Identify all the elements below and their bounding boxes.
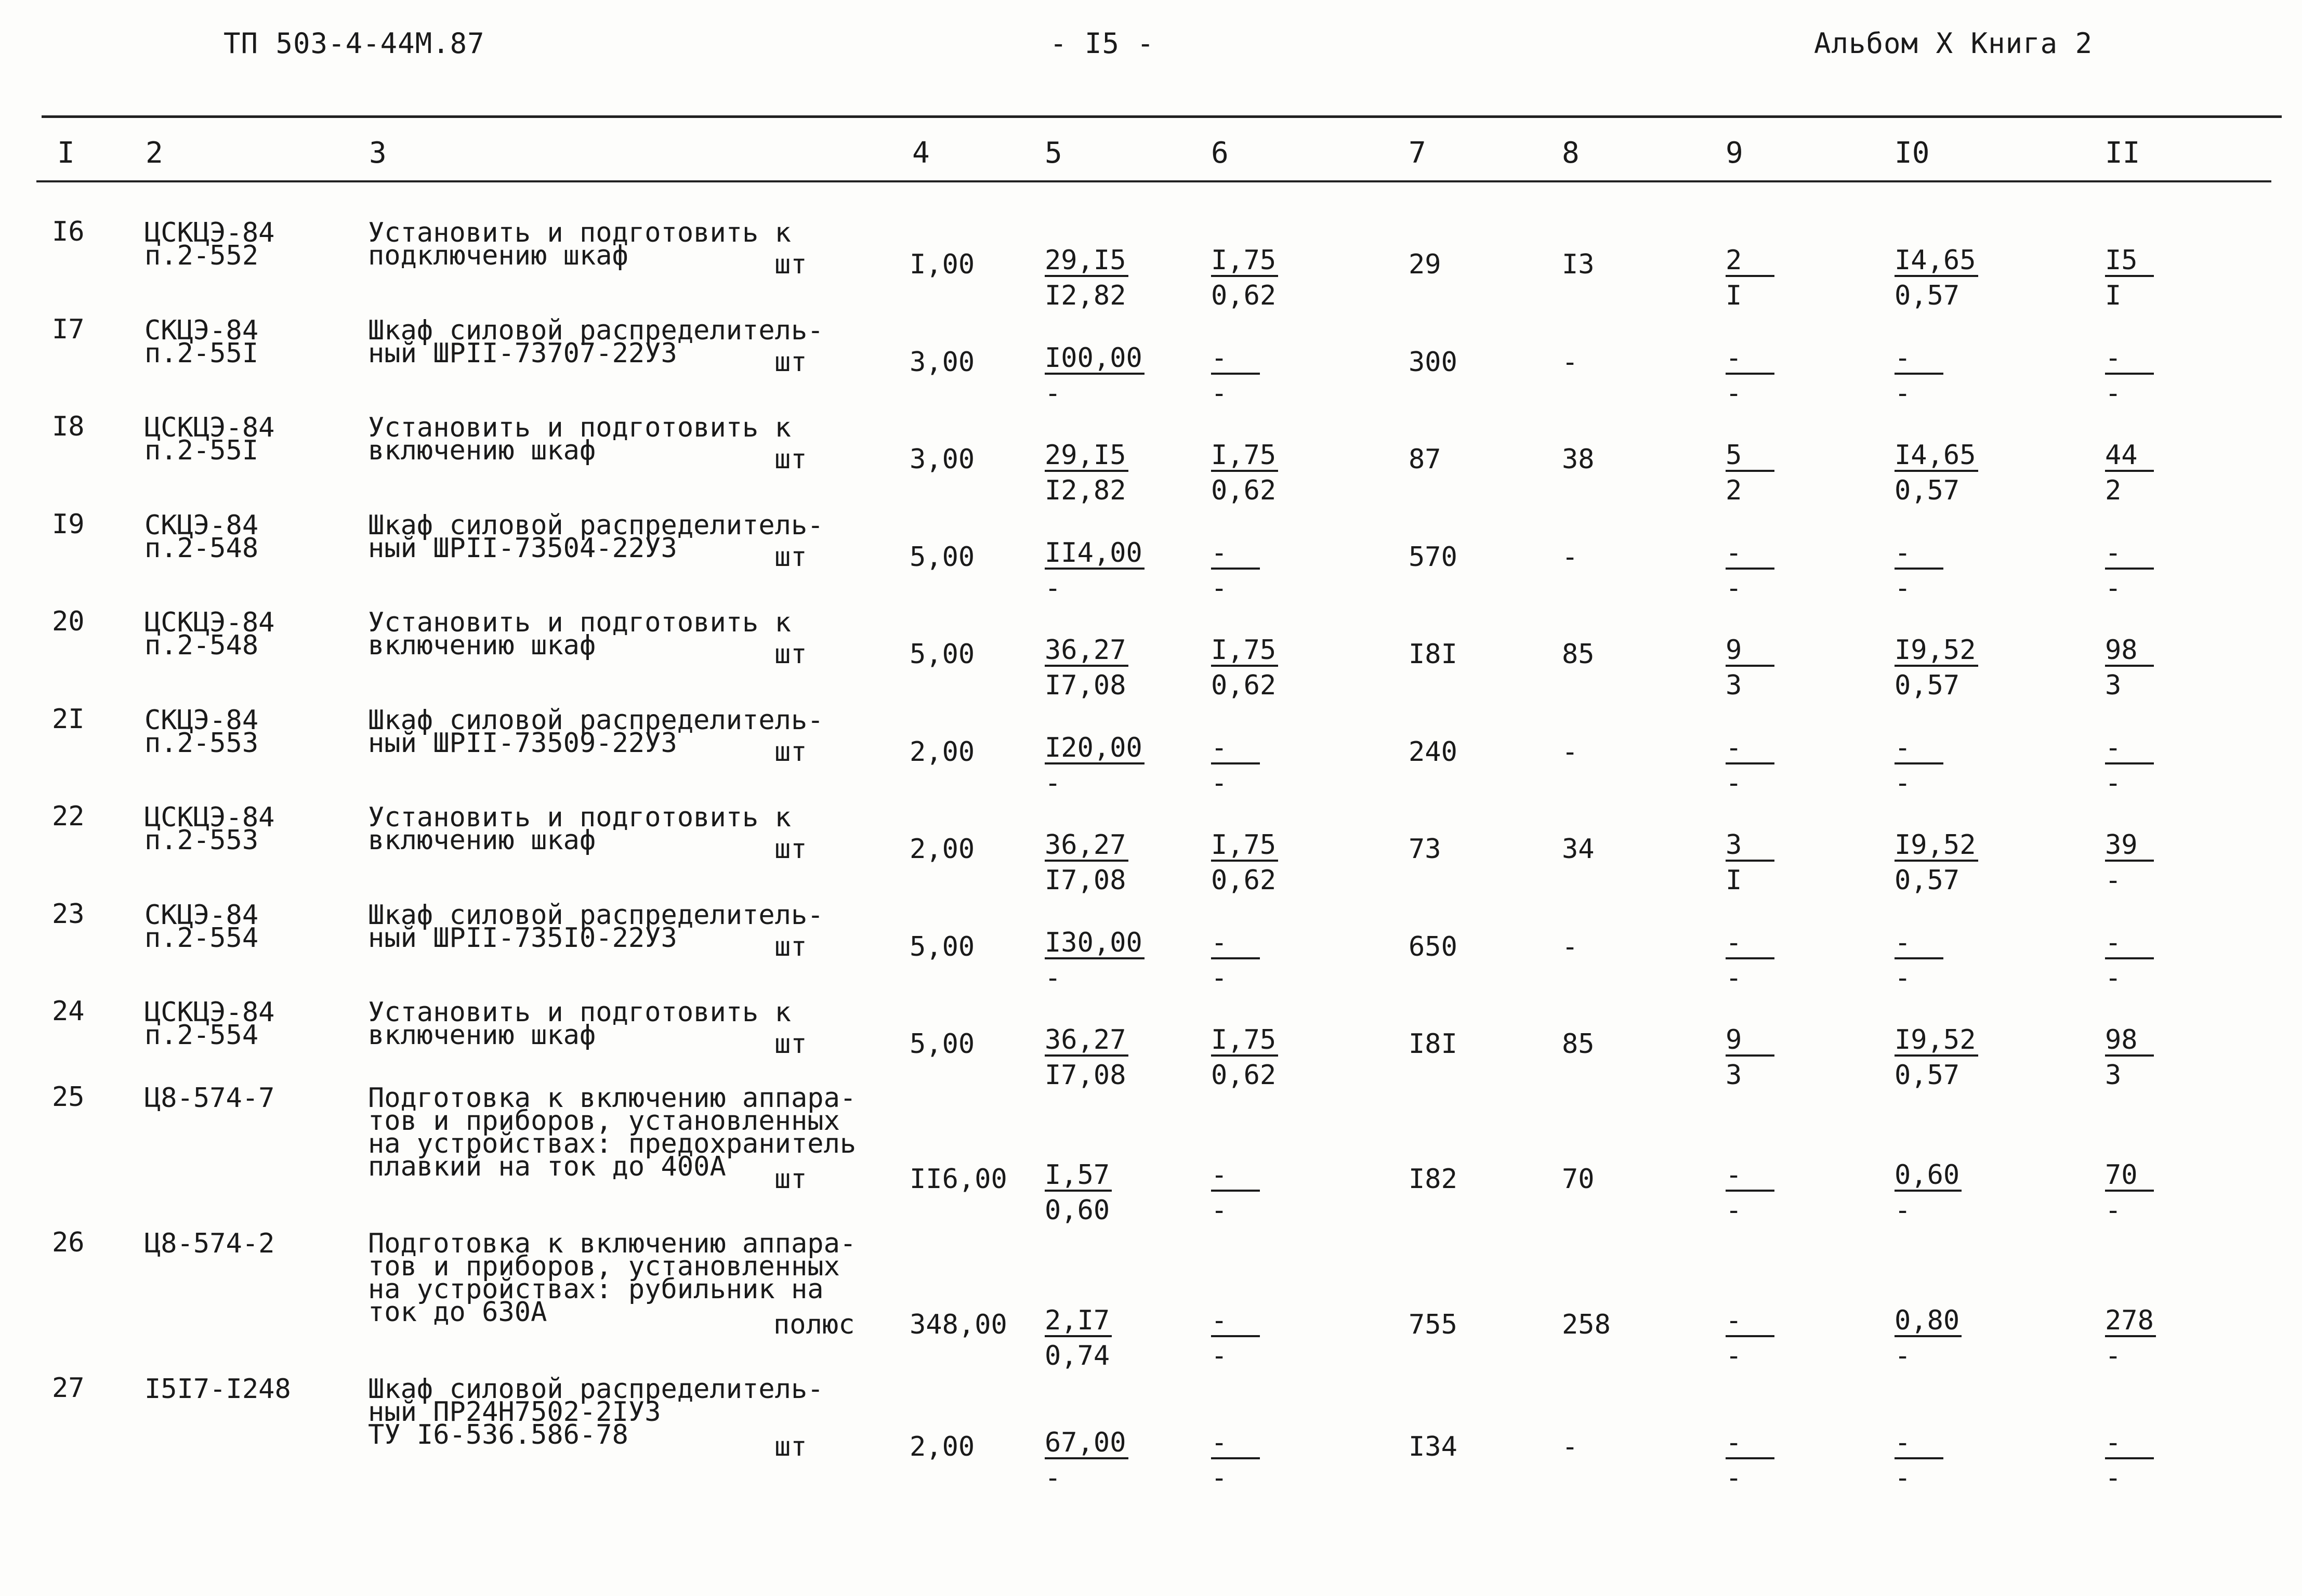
unit-cost xyxy=(1045,1159,1112,1226)
unit-wage-denominator: 0,62 xyxy=(1211,1060,1277,1091)
column-header-2: 2 xyxy=(146,136,163,170)
machine-cost-denominator: 2 xyxy=(1726,475,1742,506)
labor-total-denominator: - xyxy=(2105,573,2122,604)
machine-cost xyxy=(1726,1026,1774,1089)
unit-wage-numerator: - xyxy=(1211,1162,1260,1192)
total-cost: 570 xyxy=(1409,542,1457,573)
item-code: Ц8-574-2 xyxy=(144,1228,275,1259)
item-description: Шкаф силовой распределитель- ный ШРII-73707-22УЗ xyxy=(368,315,824,369)
labor-unit xyxy=(1895,1159,1962,1226)
total-wage: - xyxy=(1562,542,1578,573)
unit-cost-numerator: II4,00 xyxy=(1045,539,1145,570)
labor-total-numerator: 98 xyxy=(2105,1026,2154,1057)
unit-wage-numerator: - xyxy=(1211,1307,1260,1337)
machine-cost-denominator: 3 xyxy=(1726,670,1742,701)
row-number: 20 xyxy=(52,606,85,637)
total-wage: 34 xyxy=(1562,834,1595,865)
row-number: 22 xyxy=(52,801,85,832)
unit-cost-numerator: I00,00 xyxy=(1045,345,1145,375)
total-wage: 258 xyxy=(1562,1309,1611,1340)
total-wage: 85 xyxy=(1562,639,1595,670)
labor-unit-numerator: - xyxy=(1895,1429,1943,1459)
labor-unit xyxy=(1895,734,1943,797)
row-number: I8 xyxy=(52,411,85,442)
quantity: 5,00 xyxy=(910,931,975,962)
labor-total xyxy=(2105,1307,2156,1369)
unit-wage-numerator: - xyxy=(1211,1429,1260,1459)
total-wage: 38 xyxy=(1562,444,1595,475)
labor-unit-denominator: - xyxy=(1895,1462,1911,1494)
labor-total-numerator: 70 xyxy=(2105,1162,2154,1192)
unit-wage-denominator: 0,62 xyxy=(1211,670,1277,701)
machine-cost-numerator: - xyxy=(1726,539,1774,570)
labor-total xyxy=(2105,734,2154,797)
machine-cost xyxy=(1726,1429,1774,1492)
column-header-8: 8 xyxy=(1562,136,1580,170)
labor-unit-denominator: 0,57 xyxy=(1895,280,1960,311)
item-code: СКЦЭ-84 п.2-55I xyxy=(144,315,259,369)
labor-total-denominator: - xyxy=(2105,865,2122,896)
unit-cost-denominator: 0,60 xyxy=(1045,1195,1110,1226)
album-label: Альбом X Книга 2 xyxy=(1814,27,2093,60)
unit: шт xyxy=(774,347,807,378)
labor-unit-numerator: I9,52 xyxy=(1895,1026,1978,1057)
machine-cost xyxy=(1726,442,1774,504)
total-cost: 87 xyxy=(1409,444,1441,475)
unit-cost-denominator: I7,08 xyxy=(1045,865,1126,896)
unit-wage-numerator: - xyxy=(1211,539,1260,570)
quantity: 3,00 xyxy=(910,444,975,475)
unit-cost-denominator: I2,82 xyxy=(1045,475,1126,506)
doc-code: ТП 503-4-44М.87 xyxy=(223,27,485,60)
labor-unit xyxy=(1895,1026,1978,1089)
item-description: Установить и подготовить к включению шкаф xyxy=(368,802,791,856)
unit-wage-numerator: I,75 xyxy=(1211,832,1278,862)
total-cost: 29 xyxy=(1409,249,1441,280)
unit-cost xyxy=(1045,829,1128,896)
unit: шт xyxy=(774,542,807,573)
labor-unit-denominator: - xyxy=(1895,962,1911,994)
unit-cost xyxy=(1045,1307,1112,1369)
machine-cost-numerator: - xyxy=(1726,1307,1774,1337)
column-header-1: I xyxy=(57,136,75,170)
labor-unit-denominator: - xyxy=(1895,1195,1911,1226)
item-code: ЦСКЦЭ-84 п.2-55I xyxy=(144,412,275,466)
total-cost: 240 xyxy=(1409,736,1457,768)
row-number: I6 xyxy=(52,216,85,247)
unit-wage xyxy=(1211,1159,1260,1226)
unit-cost-denominator: - xyxy=(1045,573,1061,604)
total-wage: - xyxy=(1562,347,1578,378)
unit-wage-numerator: - xyxy=(1211,345,1260,375)
total-cost: I8I xyxy=(1409,1028,1457,1060)
unit-wage-numerator: I,75 xyxy=(1211,442,1278,472)
unit-cost xyxy=(1045,734,1145,797)
unit-wage-numerator: - xyxy=(1211,734,1260,764)
unit-cost xyxy=(1045,929,1145,992)
labor-total-numerator: - xyxy=(2105,734,2154,764)
machine-cost xyxy=(1726,1307,1774,1369)
unit-wage-denominator: - xyxy=(1211,1195,1228,1226)
unit-cost xyxy=(1045,342,1145,409)
labor-unit xyxy=(1895,829,1978,896)
labor-total-numerator: 39 xyxy=(2105,832,2154,862)
item-description: Установить и подготовить к включению шкаф xyxy=(368,997,791,1051)
unit-wage xyxy=(1211,1026,1278,1089)
labor-unit-numerator: - xyxy=(1895,929,1943,959)
unit-cost-denominator: - xyxy=(1045,378,1061,409)
row-number: 26 xyxy=(52,1227,85,1258)
labor-total-numerator: I5 xyxy=(2105,247,2154,277)
total-wage: I3 xyxy=(1562,249,1595,280)
total-wage: 85 xyxy=(1562,1028,1595,1060)
unit-wage xyxy=(1211,1307,1260,1369)
machine-cost-denominator: - xyxy=(1726,768,1742,799)
labor-unit xyxy=(1895,247,1978,309)
quantity: 5,00 xyxy=(910,1028,975,1060)
unit-wage-numerator: I,75 xyxy=(1211,1026,1278,1057)
unit: шт xyxy=(774,1028,807,1060)
machine-cost xyxy=(1726,1159,1774,1226)
unit-cost-numerator: 36,27 xyxy=(1045,637,1128,667)
labor-unit xyxy=(1895,1429,1943,1492)
labor-unit-numerator: 0,80 xyxy=(1895,1307,1962,1337)
unit: шт xyxy=(774,444,807,475)
labor-total-denominator: - xyxy=(2105,378,2122,409)
unit-wage xyxy=(1211,734,1260,797)
labor-total-denominator: I xyxy=(2105,280,2122,311)
unit: шт xyxy=(774,736,807,768)
unit-wage-denominator: 0,62 xyxy=(1211,475,1277,506)
unit-wage-denominator: 0,62 xyxy=(1211,280,1277,311)
row-number: 27 xyxy=(52,1373,85,1404)
total-cost: 73 xyxy=(1409,834,1441,865)
labor-total-denominator: - xyxy=(2105,1462,2122,1494)
machine-cost-denominator: - xyxy=(1726,378,1742,409)
unit-cost xyxy=(1045,637,1128,699)
labor-total xyxy=(2105,539,2154,602)
item-description: Шкаф силовой распределитель- ный ШРII-735I0-22УЗ xyxy=(368,900,824,954)
labor-total-denominator: - xyxy=(2105,1195,2122,1226)
labor-total-numerator: - xyxy=(2105,1429,2154,1459)
unit-cost-denominator: 0,74 xyxy=(1045,1340,1110,1371)
machine-cost-numerator: 9 xyxy=(1726,1026,1774,1057)
labor-total-numerator: 278 xyxy=(2105,1307,2156,1337)
unit-wage xyxy=(1211,637,1278,699)
quantity: 2,00 xyxy=(910,1431,975,1462)
labor-total xyxy=(2105,247,2154,309)
machine-cost-denominator: - xyxy=(1726,962,1742,994)
machine-cost xyxy=(1726,539,1774,602)
top-rule xyxy=(42,115,2282,118)
unit: полюс xyxy=(773,1309,855,1340)
item-description: Шкаф силовой распределитель- ный ШРII-73504-22УЗ xyxy=(368,510,824,564)
labor-total-denominator: 3 xyxy=(2105,670,2122,701)
labor-total-denominator: 3 xyxy=(2105,1060,2122,1091)
machine-cost-denominator: - xyxy=(1726,1195,1742,1226)
machine-cost-numerator: 2 xyxy=(1726,247,1774,277)
column-header-3: 3 xyxy=(369,136,387,170)
machine-cost-numerator: - xyxy=(1726,1162,1774,1192)
machine-cost-denominator: I xyxy=(1726,280,1742,311)
row-number: 25 xyxy=(52,1081,85,1113)
machine-cost-numerator: - xyxy=(1726,1429,1774,1459)
machine-cost xyxy=(1726,342,1774,409)
labor-unit xyxy=(1895,342,1943,409)
machine-cost-numerator: - xyxy=(1726,345,1774,375)
labor-total xyxy=(2105,637,2154,699)
labor-unit xyxy=(1895,1307,1962,1369)
machine-cost-numerator: 9 xyxy=(1726,637,1774,667)
labor-total xyxy=(2105,442,2154,504)
labor-total-denominator: - xyxy=(2105,1340,2122,1371)
quantity: II6,00 xyxy=(910,1164,1007,1195)
labor-total-numerator: - xyxy=(2105,539,2154,570)
labor-total xyxy=(2105,1026,2154,1089)
total-cost: 650 xyxy=(1409,931,1457,962)
unit-cost-numerator: 36,27 xyxy=(1045,832,1128,862)
labor-unit-denominator: - xyxy=(1895,378,1911,409)
machine-cost xyxy=(1726,929,1774,992)
item-code: ЦСКЦЭ-84 п.2-548 xyxy=(144,607,275,661)
labor-total-numerator: 44 xyxy=(2105,442,2154,472)
row-number: I9 xyxy=(52,509,85,540)
page-number: - I5 - xyxy=(1050,27,1155,60)
unit-wage-denominator: - xyxy=(1211,378,1228,409)
column-header-6: 6 xyxy=(1211,136,1229,170)
labor-unit-numerator: 0,60 xyxy=(1895,1162,1962,1192)
total-wage: - xyxy=(1562,1431,1578,1462)
unit-wage-denominator: - xyxy=(1211,768,1228,799)
item-code: ЦСКЦЭ-84 п.2-554 xyxy=(144,997,275,1051)
item-code: ЦСКЦЭ-84 п.2-552 xyxy=(144,217,275,271)
total-cost: 755 xyxy=(1409,1309,1457,1340)
unit-cost xyxy=(1045,1429,1128,1492)
unit: шт xyxy=(774,639,807,670)
machine-cost-denominator: 3 xyxy=(1726,1060,1742,1091)
column-header-4: 4 xyxy=(912,136,930,170)
labor-total-numerator: 98 xyxy=(2105,637,2154,667)
labor-unit-denominator: 0,57 xyxy=(1895,1060,1960,1091)
row-number: 2I xyxy=(52,704,85,735)
unit-cost-denominator: - xyxy=(1045,962,1061,994)
labor-total xyxy=(2105,1429,2154,1492)
total-cost: I8I xyxy=(1409,639,1457,670)
unit-wage-numerator: - xyxy=(1211,929,1260,959)
unit-cost-denominator: I2,82 xyxy=(1045,280,1126,311)
labor-unit-denominator: - xyxy=(1895,1340,1911,1371)
labor-unit-numerator: - xyxy=(1895,539,1943,570)
machine-cost xyxy=(1726,734,1774,797)
labor-unit xyxy=(1895,637,1978,699)
total-wage: 70 xyxy=(1562,1164,1595,1195)
unit: шт xyxy=(774,931,807,962)
unit: шт xyxy=(774,1431,807,1462)
unit-wage-numerator: I,75 xyxy=(1211,637,1278,667)
item-description: Шкаф силовой распределитель- ный ПР24Н7502-2IУЗ ТУ I6-536.586-78 xyxy=(368,1374,824,1450)
item-description: Установить и подготовить к включению шкаф xyxy=(368,412,791,466)
labor-total-numerator: - xyxy=(2105,929,2154,959)
column-header-11: II xyxy=(2105,136,2140,170)
column-header-7: 7 xyxy=(1409,136,1426,170)
labor-unit-denominator: 0,57 xyxy=(1895,865,1960,896)
item-code: СКЦЭ-84 п.2-553 xyxy=(144,705,259,759)
unit-cost-denominator: - xyxy=(1045,1462,1061,1494)
unit-cost-numerator: 29,I5 xyxy=(1045,247,1128,277)
unit-cost-numerator: I30,00 xyxy=(1045,929,1145,959)
row-number: I7 xyxy=(52,314,85,345)
labor-total xyxy=(2105,829,2154,896)
quantity: 5,00 xyxy=(910,639,975,670)
unit-wage xyxy=(1211,929,1260,992)
unit-cost-denominator: I7,08 xyxy=(1045,670,1126,701)
unit-wage-denominator: 0,62 xyxy=(1211,865,1277,896)
labor-total-denominator: 2 xyxy=(2105,475,2122,506)
unit-wage xyxy=(1211,829,1278,896)
unit-cost xyxy=(1045,442,1128,504)
machine-cost-denominator: I xyxy=(1726,865,1742,896)
labor-unit xyxy=(1895,929,1943,992)
labor-total xyxy=(2105,929,2154,992)
labor-unit-numerator: - xyxy=(1895,345,1943,375)
labor-unit xyxy=(1895,539,1943,602)
machine-cost-numerator: - xyxy=(1726,734,1774,764)
labor-unit-denominator: 0,57 xyxy=(1895,670,1960,701)
item-description: Подготовка к включению аппара- тов и приборов, установленных на устройствах: рубильник на ток до 630А xyxy=(368,1228,857,1328)
row-number: 23 xyxy=(52,899,85,930)
machine-cost-numerator: 5 xyxy=(1726,442,1774,472)
item-code: ЦСКЦЭ-84 п.2-553 xyxy=(144,802,275,856)
labor-total-denominator: - xyxy=(2105,962,2122,994)
item-code: СКЦЭ-84 п.2-548 xyxy=(144,510,259,564)
quantity: 3,00 xyxy=(910,347,975,378)
column-header-5: 5 xyxy=(1045,136,1062,170)
quantity: 2,00 xyxy=(910,834,975,865)
machine-cost-numerator: - xyxy=(1726,929,1774,959)
unit: шт xyxy=(774,1164,807,1195)
labor-unit-numerator: - xyxy=(1895,734,1943,764)
labor-unit-numerator: I9,52 xyxy=(1895,832,1978,862)
unit-cost-numerator: 2,I7 xyxy=(1045,1307,1112,1337)
machine-cost-numerator: 3 xyxy=(1726,832,1774,862)
total-cost: I82 xyxy=(1409,1164,1457,1195)
machine-cost-denominator: - xyxy=(1726,1340,1742,1371)
labor-total-denominator: - xyxy=(2105,768,2122,799)
unit-wage-numerator: I,75 xyxy=(1211,247,1278,277)
labor-total xyxy=(2105,342,2154,409)
labor-total-numerator: - xyxy=(2105,345,2154,375)
column-header-9: 9 xyxy=(1726,136,1743,170)
machine-cost xyxy=(1726,637,1774,699)
labor-unit-numerator: I4,65 xyxy=(1895,247,1978,277)
unit-wage-denominator: - xyxy=(1211,962,1228,994)
total-cost: I34 xyxy=(1409,1431,1457,1462)
quantity: 2,00 xyxy=(910,736,975,768)
item-description: Установить и подготовить к включению шкаф xyxy=(368,607,791,661)
unit-cost-numerator: I,57 xyxy=(1045,1162,1112,1192)
unit-cost xyxy=(1045,247,1128,309)
unit-cost-numerator: 29,I5 xyxy=(1045,442,1128,472)
quantity: 348,00 xyxy=(910,1309,1007,1340)
column-header-10: I0 xyxy=(1895,136,1930,170)
labor-unit-denominator: - xyxy=(1895,768,1911,799)
item-code: СКЦЭ-84 п.2-554 xyxy=(144,900,259,954)
unit: шт xyxy=(774,249,807,280)
unit-cost xyxy=(1045,1026,1128,1089)
machine-cost xyxy=(1726,829,1774,896)
row-number: 24 xyxy=(52,996,85,1027)
unit-cost-numerator: 67,00 xyxy=(1045,1429,1128,1459)
labor-unit xyxy=(1895,442,1978,504)
unit: шт xyxy=(774,834,807,865)
unit-cost-numerator: I20,00 xyxy=(1045,734,1145,764)
item-code: I5I7-I248 xyxy=(144,1374,291,1405)
item-code: Ц8-574-7 xyxy=(144,1083,275,1114)
unit-cost-denominator: I7,08 xyxy=(1045,1060,1126,1091)
labor-unit-denominator: - xyxy=(1895,573,1911,604)
quantity: I,00 xyxy=(910,249,975,280)
total-wage: - xyxy=(1562,931,1578,962)
labor-unit-denominator: 0,57 xyxy=(1895,475,1960,506)
labor-unit-numerator: I9,52 xyxy=(1895,637,1978,667)
unit-cost-denominator: - xyxy=(1045,768,1061,799)
machine-cost-denominator: - xyxy=(1726,573,1742,604)
unit-wage xyxy=(1211,442,1278,504)
unit-wage-denominator: - xyxy=(1211,573,1228,604)
unit-cost-numerator: 36,27 xyxy=(1045,1026,1128,1057)
unit-wage xyxy=(1211,247,1278,309)
unit-wage xyxy=(1211,1429,1260,1492)
unit-wage-denominator: - xyxy=(1211,1340,1228,1371)
labor-total xyxy=(2105,1159,2154,1226)
item-description: Подготовка к включению аппара- тов и приборов, установленных на устройствах: предохранитель плавкий на ток до 400А xyxy=(368,1083,857,1182)
unit-wage xyxy=(1211,539,1260,602)
item-description: Установить и подготовить к подключению шкаф xyxy=(368,217,791,271)
unit-wage-denominator: - xyxy=(1211,1462,1228,1494)
total-cost: 300 xyxy=(1409,347,1457,378)
unit-cost xyxy=(1045,539,1145,602)
header-rule xyxy=(36,180,2271,182)
quantity: 5,00 xyxy=(910,542,975,573)
machine-cost-denominator: - xyxy=(1726,1462,1742,1494)
labor-unit-numerator: I4,65 xyxy=(1895,442,1978,472)
item-description: Шкаф силовой распределитель- ный ШРII-73509-22УЗ xyxy=(368,705,824,759)
machine-cost xyxy=(1726,247,1774,309)
total-wage: - xyxy=(1562,736,1578,768)
unit-wage xyxy=(1211,342,1260,409)
